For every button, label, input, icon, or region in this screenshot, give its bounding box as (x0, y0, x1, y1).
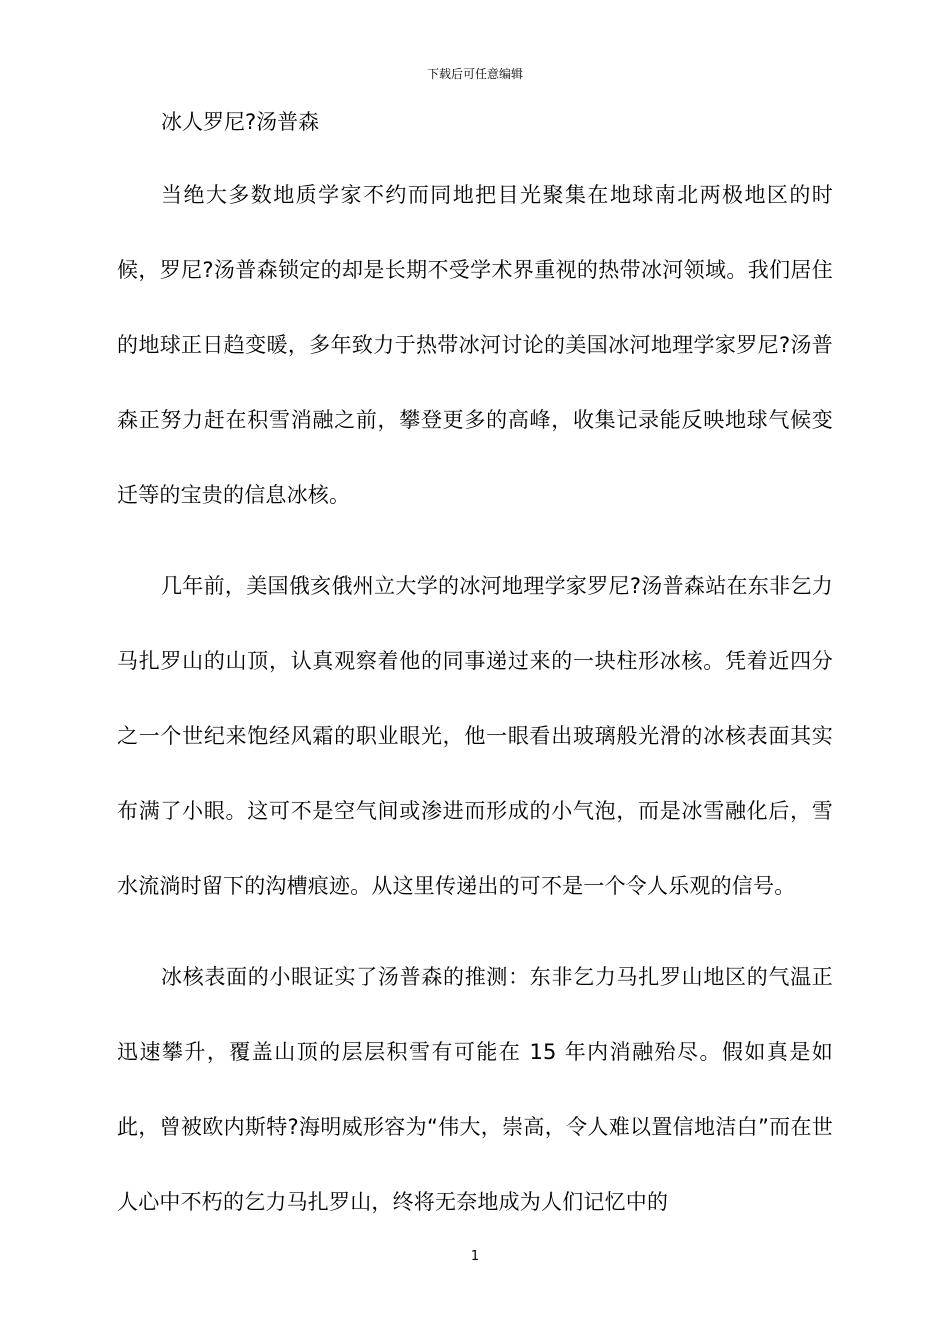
document-title: 冰人罗尼?汤普森 (161, 110, 320, 134)
paragraph-2: 几年前，美国俄亥俄州立大学的冰河地理学家罗尼?汤普森站在东非乞力马扎罗山的山顶，认真观察着他的同事递过来的一块柱形冰核。凭着近四分之一个世纪来饱经风霜的职业眼光，他一眼看出玻璃般光滑的冰核表面其实布满了小眼。这可不是空气间或渗进而形成的小气泡，而是冰雪融化后，雪水流淌时留下的沟槽痕迹。从这里传递出的可不是一个令人乐观的信号。 (117, 574, 833, 898)
paragraph-3: 冰核表面的小眼证实了汤普森的推测：东非乞力马扎罗山地区的气温正迅速攀升，覆盖山顶的层层积雪有可能在 15 年内消融殆尽。假如真是如此，曾被欧内斯特?海明威形容为“伟大，崇高，令人难以置信地洁白”而在世人心中不朽的乞力马扎罗山，终将无奈地成为人们记忆中的 (117, 965, 833, 1214)
document-body (117, 102, 833, 1240)
page-header-note: 下载后可任意编辑 (426, 67, 523, 81)
paragraph-1: 当绝大多数地质学家不约而同地把目光聚集在地球南北两极地区的时候，罗尼?汤普森锁定的却是长期不受学术界重视的热带冰河领域。我们居住的地球正日趋变暖，多年致力于热带冰河讨论的美国冰河地理学家罗尼?汤普森正努力赶在积雪消融之前，攀登更多的高峰，收集记录能反映地球气候变迁等的宝贵的信息冰核。 (117, 183, 833, 507)
page-number: 1 (470, 1249, 480, 1264)
